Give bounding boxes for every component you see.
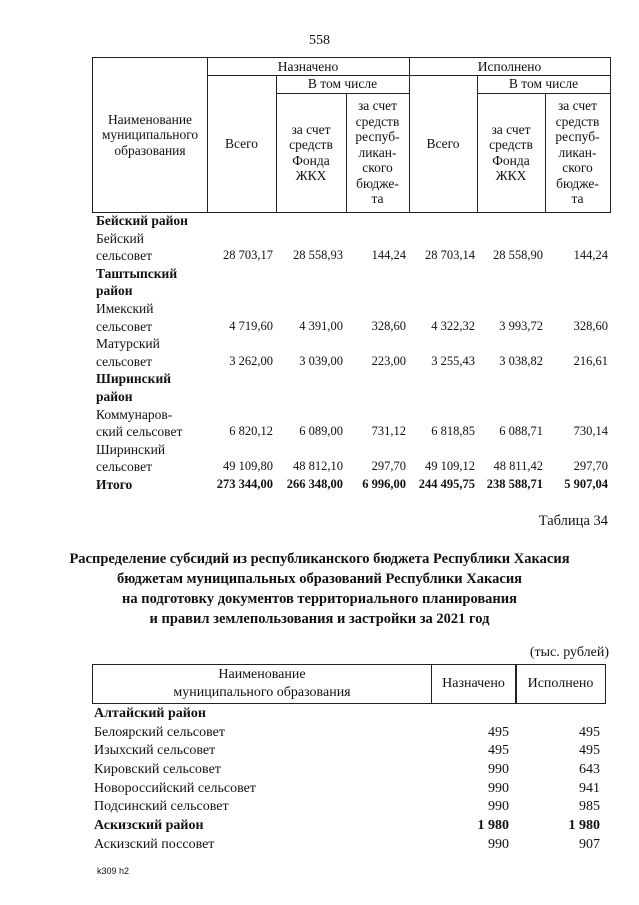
row-value: 3 262,00 xyxy=(229,353,273,368)
table-row xyxy=(92,836,606,855)
row-value: 223,00 xyxy=(371,353,406,368)
title-line: и правил землепользования и застройки за 2021 год xyxy=(149,611,490,627)
row-value: 5 907,04 xyxy=(564,476,608,491)
table-row xyxy=(92,761,606,780)
assigned-value: 990 xyxy=(488,762,509,778)
units-label: (тыс. рублей) xyxy=(529,645,609,660)
row-name: Белоярский сельсовет xyxy=(94,724,225,740)
district-row xyxy=(92,705,606,724)
row-value: 266 348,00 xyxy=(286,476,343,491)
title-line: Распределение субсидий из республиканского бюджета Республики Хакасия xyxy=(69,551,570,567)
row-value: 4 322,32 xyxy=(431,318,475,333)
table-row xyxy=(92,798,606,817)
row-name: Таштыпский xyxy=(96,265,178,281)
row-name: Итого xyxy=(96,476,133,492)
row-name: Бейский xyxy=(96,230,144,246)
row-name: Аскизский район xyxy=(94,818,204,834)
table-row xyxy=(92,724,606,743)
executed-value: 643 xyxy=(579,762,600,778)
district-row xyxy=(92,817,606,836)
row-value: 297,70 xyxy=(371,459,406,474)
assigned-value: 990 xyxy=(488,836,509,852)
header-executed-including: В том числе xyxy=(477,75,611,94)
row-value: 48 812,10 xyxy=(293,459,343,474)
row-value: 273 344,00 xyxy=(216,476,273,491)
total-row xyxy=(92,476,610,494)
table34-header xyxy=(92,664,606,704)
header-assigned: Назначено xyxy=(431,664,517,704)
republic-budget-label: за счет средств респуб- ликан- ского бюдже- та xyxy=(355,98,400,207)
header-executed-fund: за счет средств Фонда ЖКХ xyxy=(477,93,546,213)
table-number: Таблица 34 xyxy=(538,513,608,529)
row-value: 244 495,75 xyxy=(418,476,475,491)
row-value: 216,61 xyxy=(573,353,608,368)
row-value: 49 109,12 xyxy=(425,459,475,474)
table34-body xyxy=(92,705,606,855)
header-executed: Исполнено xyxy=(409,57,611,76)
page-number: 558 xyxy=(309,33,330,48)
header-assigned-total: Всего xyxy=(207,75,277,213)
executed-value: 1 980 xyxy=(568,818,600,834)
row-value: 144,24 xyxy=(371,248,406,263)
table-row xyxy=(92,300,610,335)
table-row xyxy=(92,406,610,441)
row-value: 28 703,14 xyxy=(425,248,475,263)
header-assigned-republic xyxy=(346,93,410,213)
header-executed-republic xyxy=(545,93,611,213)
header-assigned-including: В том числе xyxy=(276,75,410,94)
header-name-column: Наименование муниципального образования xyxy=(92,57,208,213)
executed-value: 985 xyxy=(579,799,600,815)
header-executed: Исполнено xyxy=(515,664,606,704)
row-value: 297,70 xyxy=(573,459,608,474)
assigned-value: 990 xyxy=(488,780,509,796)
row-value: 6 818,85 xyxy=(431,424,475,439)
row-value: 3 039,00 xyxy=(299,353,343,368)
header-assigned-fund: за счет средств Фонда ЖКХ xyxy=(276,93,347,213)
table-row xyxy=(92,742,606,761)
title-line: бюджетам муниципальных образований Республики Хакасия xyxy=(116,571,523,587)
row-value: 48 811,42 xyxy=(493,459,543,474)
row-name: Ширинский xyxy=(96,441,166,457)
row-name: ский сельсовет xyxy=(96,424,183,440)
row-name: Матурский xyxy=(96,336,160,352)
row-name: Коммунаров- xyxy=(96,406,173,422)
header-name-column xyxy=(92,664,432,704)
row-value: 4 719,60 xyxy=(229,318,273,333)
row-name: Изыхский сельсовет xyxy=(94,743,216,759)
table-row xyxy=(92,441,610,476)
row-name: район xyxy=(96,283,133,299)
row-value: 3 255,43 xyxy=(431,353,475,368)
district-row xyxy=(92,212,610,230)
row-value: 28 558,93 xyxy=(293,248,343,263)
row-name: Алтайский район xyxy=(94,706,206,721)
row-value: 730,14 xyxy=(573,424,608,439)
row-value: 328,60 xyxy=(371,318,406,333)
row-name: район xyxy=(96,388,133,404)
row-name: сельсовет xyxy=(96,459,152,475)
row-name: сельсовет xyxy=(96,318,152,334)
table-title xyxy=(0,549,639,629)
subsidy-table-body xyxy=(92,212,610,494)
table-row xyxy=(92,230,610,265)
row-value: 3 038,82 xyxy=(499,353,543,368)
row-value: 144,24 xyxy=(573,248,608,263)
row-name: сельсовет xyxy=(96,353,152,369)
assigned-value: 495 xyxy=(488,724,509,740)
executed-value: 941 xyxy=(579,780,600,796)
assigned-value: 990 xyxy=(488,799,509,815)
row-name: Кировский сельсовет xyxy=(94,762,221,778)
header-name-line: Наименование xyxy=(218,667,306,682)
row-name: Бейский район xyxy=(96,213,188,228)
row-value: 28 703,17 xyxy=(223,248,273,263)
row-value: 238 588,71 xyxy=(486,476,543,491)
row-value: 3 993,72 xyxy=(499,318,543,333)
executed-value: 495 xyxy=(579,724,600,740)
row-name: сельсовет xyxy=(96,248,152,264)
row-value: 731,12 xyxy=(371,424,406,439)
row-value: 6 820,12 xyxy=(229,424,273,439)
row-value: 328,60 xyxy=(573,318,608,333)
assigned-value: 1 980 xyxy=(477,818,509,834)
executed-value: 495 xyxy=(579,743,600,759)
footer-code: k309 h2 xyxy=(97,866,130,876)
row-value: 4 391,00 xyxy=(299,318,343,333)
row-value: 6 996,00 xyxy=(362,476,406,491)
row-name: Подсинский сельсовет xyxy=(94,799,229,815)
header-name-line: муниципального образования xyxy=(173,685,351,700)
row-value: 49 109,80 xyxy=(223,459,273,474)
row-value: 6 088,71 xyxy=(499,424,543,439)
row-name: Имекский xyxy=(96,300,154,316)
district-row xyxy=(92,265,610,300)
row-name: Новороссийский сельсовет xyxy=(94,780,256,796)
row-name: Ширинский xyxy=(96,371,171,387)
executed-value: 907 xyxy=(579,836,600,852)
assigned-value: 495 xyxy=(488,743,509,759)
row-name: Аскизский поссовет xyxy=(94,836,215,852)
header-executed-total: Всего xyxy=(409,75,478,213)
row-value: 28 558,90 xyxy=(493,248,543,263)
title-line: на подготовку документов территориального планирования xyxy=(121,591,517,607)
table-row xyxy=(92,335,610,370)
row-value: 6 089,00 xyxy=(299,424,343,439)
district-row xyxy=(92,370,610,405)
header-assigned: Назначено xyxy=(207,57,410,76)
republic-budget-label: за счет средств респуб- ликан- ского бюдже- та xyxy=(555,98,600,207)
table-row xyxy=(92,780,606,799)
